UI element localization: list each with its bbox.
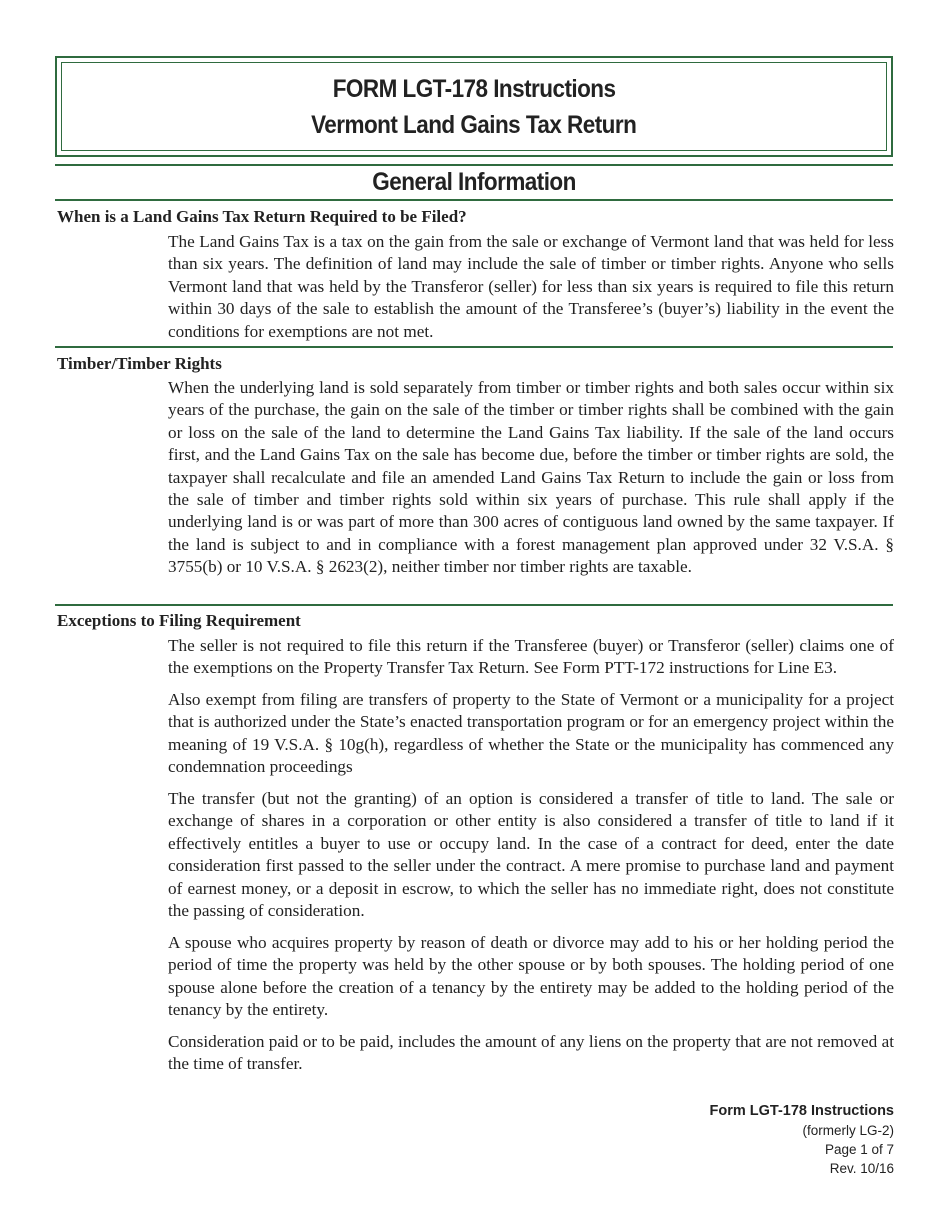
form-title: FORM LGT-178 Instructions (332, 74, 616, 103)
page-footer (710, 1102, 895, 1178)
paragraph-when-required: The Land Gains Tax is a tax on the gain from the sale or exchange of Vermont land that was held for less than six years. The definition of land may include the sale of timber or timber rights. Anyone who sells Vermont land that was held by the Transferor (seller) for less than six years is required to file this return within 30 days of the sale to establish the amount of the Transferee’s (buyer’s) liability in the event the conditions for exemptions are not met. (168, 232, 894, 341)
section-divider (55, 346, 893, 348)
paragraph-exceptions-5: Consideration paid or to be paid, includes the amount of any liens on the property that are not removed at the time of transfer. (168, 1032, 894, 1074)
footer-revision: Rev. 10/16 (829, 1161, 894, 1176)
section-title-bottom-rule (55, 199, 893, 201)
form-subtitle: Vermont Land Gains Tax Return (311, 110, 637, 139)
heading-when-required: When is a Land Gains Tax Return Required to be Filed? (57, 207, 467, 226)
section-divider (55, 604, 893, 606)
paragraph-exceptions-4: A spouse who acquires property by reason of death or divorce may add to his or her holding period the period of time the property was held by the other spouse or by both spouses. The holding period of one spouse alone before the creation of a tenancy by the entirety may be added to the holding period of the tenancy by the entirety. (168, 933, 894, 1020)
section-title-text: General Information (372, 168, 576, 196)
section-title (55, 165, 893, 199)
footer-formerly: (formerly LG-2) (802, 1123, 894, 1138)
heading-exceptions: Exceptions to Filing Requirement (57, 611, 301, 630)
paragraph-timber-rights: When the underlying land is sold separately from timber or timber rights and both sales occur within six years of the purchase, the gain on the sale of the timber or timber rights shall be combined with the gain or loss on the sale of the land to determine the Land Gains Tax liability. If the sale of the land occurs first, and the Land Gains Tax on the sale has become due, before the timber or timber rights are sold, the taxpayer shall recalculate and file an amended Land Gains Tax Return to include the gain or loss from the sale of timber and timber rights sold within six years of purchase. This rule shall apply if the underlying land is or was part of more than 300 acres of contiguous land owned by the same taxpayer. If the land is subject to and in compliance with a forest management plan approved under 32 V.S.A. § 3755(b) or 10 V.S.A. § 2623(2), neither timber nor timber rights are taxable. (168, 378, 894, 577)
form-title-box (55, 56, 893, 157)
footer-page-number: Page 1 of 7 (824, 1142, 894, 1157)
heading-timber-rights: Timber/Timber Rights (57, 354, 222, 373)
paragraph-exceptions-2: Also exempt from filing are transfers of property to the State of Vermont or a municipality for a project that is authorized under the State’s enacted transportation program or for an emergency project within the meaning of 19 V.S.A. § 10g(h), regardless of whether the State or the municipality has commenced any condemnation proceedings (168, 690, 894, 777)
form-title-box-inner (61, 62, 887, 151)
paragraph-exceptions-1: The seller is not required to file this return if the Transferee (buyer) or Transferor (seller) claims one of the exemptions on the Property Transfer Tax Return. See Form PTT-172 instructions for Line E3. (168, 636, 894, 678)
paragraph-exceptions-3: The transfer (but not the granting) of an option is considered a transfer of title to land. The sale or exchange of shares in a corporation or other entity is also considered a transfer of title to land if it effectively entitles a buyer to use or occupy land. In the case of a contract for deed, enter the date consideration first passed to the seller under the contract. A mere promise to purchase land and payment of earnest money, or a deposit in escrow, to which the seller has no immediate right, does not constitute the passing of consideration. (168, 789, 894, 921)
footer-form-name: Form LGT-178 Instructions (709, 1103, 894, 1119)
